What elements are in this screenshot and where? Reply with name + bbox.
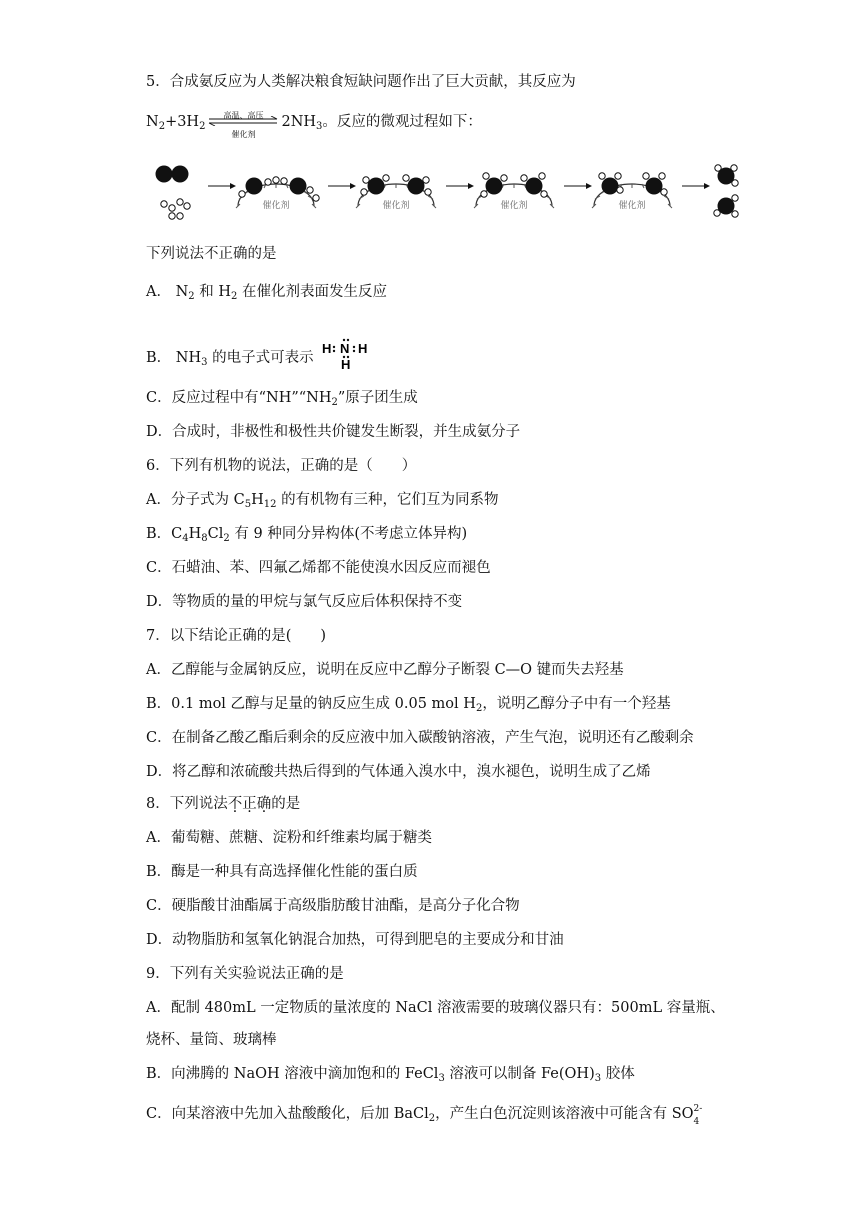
q8-option-a[interactable]: A．葡萄糖、蔗糖、淀粉和纤维素均属于糖类 bbox=[146, 830, 432, 846]
svg-text:H: H bbox=[357, 341, 367, 356]
arrow-icon bbox=[564, 183, 592, 189]
arrow-icon bbox=[446, 183, 474, 189]
q9-option-a[interactable]: A．配制 480mL 一定物质的量浓度的 NaCl 溶液需要的玻璃仪器只有：500mL 容量瓶、 bbox=[146, 1000, 725, 1016]
q6-option-b[interactable]: B．$C_4H_8Cl_2$ 有 9 种同分异构体(不考虑立体异构) bbox=[146, 526, 468, 544]
q7-option-b[interactable]: B．0.1 mol 乙醇与足量的钠反应生成 0.05 mol $H_2$，说明乙醇分子中有一个羟基 bbox=[146, 696, 671, 714]
q5-option-a[interactable]: A． $N_2$ 和 $H_2$ 在催化剂表面发生反应 bbox=[146, 284, 388, 302]
q5-equation: $N_2+3H_2$ 高温、高压 催化剂 $2NH_3$。反应的微观过程如下： bbox=[146, 111, 482, 139]
q8-option-c[interactable]: C．硬脂酸甘油酯属于高级脂肪酸甘油酯，是高分子化合物 bbox=[146, 898, 520, 914]
q8-stem: 8．下列说法不正确的是 bbox=[146, 796, 301, 812]
catalyst-label: 催化剂 bbox=[618, 201, 646, 211]
svg-text:H: H bbox=[340, 357, 350, 372]
catalyst-label: 催化剂 bbox=[382, 201, 410, 211]
q7-option-c[interactable]: C．在制备乙酸乙酯后剩余的反应液中加入碳酸钠溶液，产生气泡，说明还有乙酸剩余 bbox=[146, 730, 694, 746]
q5-option-d[interactable]: D．合成时，非极性和极性共价键发生断裂，并生成氨分子 bbox=[146, 424, 521, 440]
q9-option-c[interactable]: C．向某溶液中先加入盐酸酸化，后加 BaCl$_2$，产生白色沉淀则该溶液中可能含有 SO 2- 4 bbox=[146, 1104, 703, 1127]
stage-2 bbox=[236, 177, 319, 211]
stage-1 bbox=[156, 166, 191, 220]
q6-stem: 6．下列有机物的说法，正确的是（ ） bbox=[146, 458, 417, 474]
q9-option-b[interactable]: B．向沸腾的 NaOH 溶液中滴加饱和的 FeCl$_3$ 溶液可以制备 $Fe(OH)_3$ 胶体 bbox=[146, 1066, 635, 1084]
q8-option-b[interactable]: B．酶是一种具有高选择催化性能的蛋白质 bbox=[146, 864, 418, 880]
arrow-icon bbox=[208, 183, 236, 189]
stage-6 bbox=[714, 165, 738, 217]
q6-option-a[interactable]: A．分子式为 $C_5H_{12}$ 的有机物有三种，它们互为同系物 bbox=[146, 492, 499, 510]
q7-option-a[interactable]: A．乙醇能与金属钠反应，说明在反应中乙醇分子断裂 C—O 键而失去羟基 bbox=[146, 662, 624, 678]
q5-question: 下列说法不正确的是 bbox=[146, 246, 277, 262]
catalyst-label: 催化剂 bbox=[262, 201, 290, 211]
stage-5 bbox=[592, 173, 672, 211]
q7-stem: 7．以下结论正确的是( ) bbox=[146, 628, 327, 644]
reaction-micro-process-diagram bbox=[150, 156, 756, 236]
q5-stem: 5．合成氨反应为人类解决粮食短缺问题作出了巨大贡献，其反应为 bbox=[146, 74, 576, 90]
q8-option-d[interactable]: D．动物脂肪和氢氧化钠混合加热，可得到肥皂的主要成分和甘油 bbox=[146, 932, 564, 948]
arrow-icon bbox=[328, 183, 356, 189]
arrow-icon bbox=[682, 183, 710, 189]
reversible-arrow-icon: 高温、高压 催化剂 bbox=[207, 112, 279, 132]
q5-option-c[interactable]: C．反应过程中有“$NH”“NH_2$”原子团生成 bbox=[146, 390, 418, 408]
catalyst-label: 催化剂 bbox=[500, 201, 528, 211]
svg-text:N: N bbox=[339, 341, 349, 356]
q9-option-a-cont: 烧杯、量筒、玻璃棒 bbox=[146, 1032, 277, 1048]
electron-formula-image bbox=[320, 338, 378, 372]
q9-stem: 9．下列有关实验说法正确的是 bbox=[146, 966, 344, 982]
svg-text:H: H bbox=[321, 341, 331, 356]
q6-option-c[interactable]: C．石蜡油、苯、四氟乙烯都不能使溴水因反应而褪色 bbox=[146, 560, 491, 576]
q7-option-d[interactable]: D．将乙醇和浓硫酸共热后得到的气体通入溴水中，溴水褪色，说明生成了乙烯 bbox=[146, 764, 651, 780]
q5-option-b[interactable]: B． $NH_3$ 的电子式可表示 H N H H bbox=[146, 338, 378, 372]
stage-3 bbox=[356, 175, 436, 211]
q6-option-d[interactable]: D．等物质的量的甲烷与氯气反应后体积保持不变 bbox=[146, 594, 463, 610]
stage-4 bbox=[474, 173, 554, 211]
